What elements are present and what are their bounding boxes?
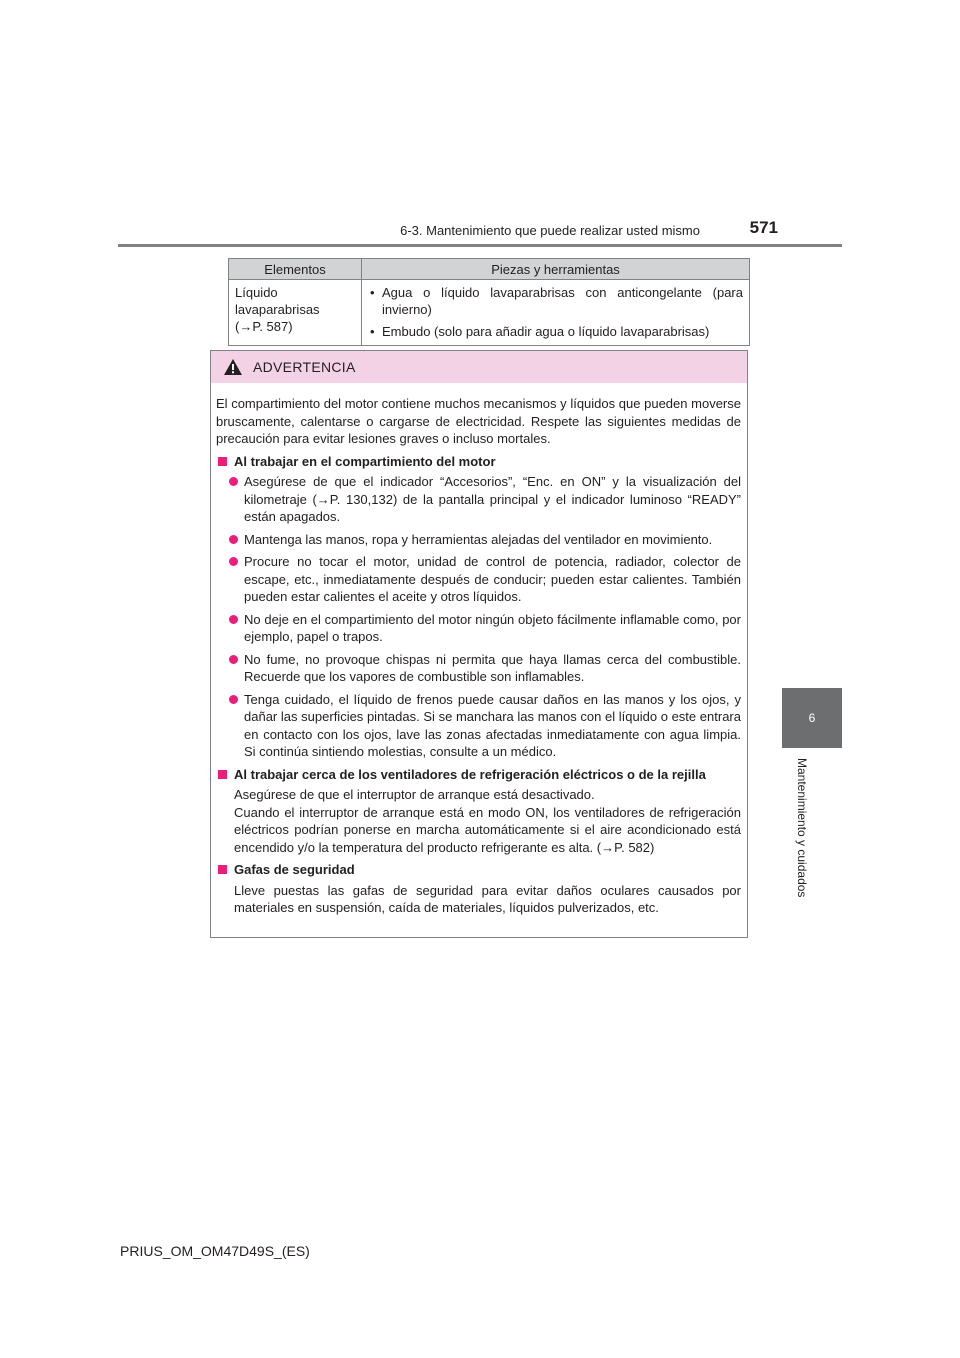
table-row	[229, 280, 750, 346]
bullet-text: No fume, no provoque chispas ni permita que haya llamas cerca del combustible. Recuerde que los vapores de combustible son inflamables.	[244, 651, 741, 684]
section-text: Lleve puestas las gafas de seguridad para evitar daños oculares causados por materiales en suspensión, caída de materiales, líquidos pulverizados, etc.	[234, 882, 741, 915]
list-item	[216, 553, 741, 606]
warning-box	[210, 350, 748, 938]
square-bullet-icon	[218, 865, 227, 874]
chapter-number: 6	[808, 711, 816, 725]
bullet-text: No deje en el compartimiento del motor ningún objeto fácilmente inflamable como, por ejemplo, papel o trapos.	[244, 611, 741, 644]
section-heading	[216, 453, 741, 471]
item-line: Líquido	[235, 285, 278, 300]
list-item	[216, 691, 741, 761]
document-code: PRIUS_OM_OM47D49S_(ES)	[120, 1243, 310, 1259]
table-header-items: Elementos	[229, 259, 362, 280]
section-heading-text: Gafas de seguridad	[234, 862, 355, 877]
chapter-tab[interactable]	[782, 688, 842, 748]
circle-bullet-icon	[229, 535, 238, 544]
square-bullet-icon	[218, 457, 227, 466]
warning-header	[211, 351, 747, 383]
bullet-text: Procure no tocar el motor, unidad de control de potencia, radiador, colector de escape, etc., inmediatamente después de conducir; pueden estar calientes. También pueden estar calientes el aceite y otros líquidos.	[244, 554, 741, 604]
list-item	[216, 531, 741, 549]
section-cooling-fans	[216, 766, 741, 857]
circle-bullet-icon	[229, 695, 238, 704]
section-title: 6-3. Mantenimiento que puede realizar usted mismo	[400, 223, 700, 238]
list-item: • Agua o líquido lavaparabrisas con anticongelante (para invierno)	[368, 284, 743, 318]
list-item	[216, 651, 741, 686]
section-heading-text: Al trabajar en el compartimiento del motor	[234, 453, 496, 469]
bullet-text: Mantenga las manos, ropa y herramientas alejadas del ventilador en movimiento.	[244, 531, 713, 547]
header-rule	[118, 244, 842, 247]
warning-title: ADVERTENCIA	[253, 359, 356, 375]
item-line: lavaparabrisas	[235, 302, 320, 317]
section-heading	[216, 861, 741, 879]
warning-triangle-icon	[223, 358, 243, 376]
square-bullet-icon	[218, 770, 227, 779]
bullet-text: Tenga cuidado, el líquido de frenos puede causar daños en las manos y los ojos, y dañar las superficies pintadas. Si se manchara las manos con el líquido o este entrara en contacto con los ojos, lave las zonas afectadas inmediatamente con agua limpia. Si continúa sintiendo molestias, consulte a un médico.	[244, 691, 741, 759]
section-text: Asegúrese de que el interruptor de arranque está desactivado.	[234, 787, 595, 802]
chapter-label: Mantenimiento y cuidados	[795, 758, 809, 898]
item-page-ref: (→P. 587)	[235, 319, 293, 334]
list-item	[216, 473, 741, 526]
section-heading-text: Al trabajar cerca de los ventiladores de refrigeración eléctricos o de la rejilla	[234, 766, 706, 782]
circle-bullet-icon	[229, 615, 238, 624]
circle-bullet-icon	[229, 477, 238, 486]
circle-bullet-icon	[229, 655, 238, 664]
parts-list	[368, 284, 743, 340]
list-item	[216, 611, 741, 646]
table-cell-item	[229, 280, 362, 346]
section-heading	[216, 766, 741, 784]
warning-intro: El compartimiento del motor contiene muchos mecanismos y líquidos que pueden moverse bruscamente, calentarse o cargarse de electricidad. Respete las siguientes medidas de precaución para evitar lesiones graves o incluso mortales.	[216, 396, 741, 446]
table-cell-parts	[362, 280, 750, 346]
table-header-row	[229, 259, 750, 280]
list-item: • Embudo (solo para añadir agua o líquido lavaparabrisas)	[368, 323, 743, 340]
page-number: 571	[749, 218, 778, 237]
section-text: Cuando el interruptor de arranque está en modo ON, los ventiladores de refrigeración eléctricos podrían ponerse en marcha automáticamente si el aire acondicionado está encendido y/o la temperatura del producto refrigerante es alta. (→P. 582)	[234, 804, 741, 855]
items-table	[228, 258, 750, 346]
table-header-parts: Piezas y herramientas	[362, 259, 750, 280]
warning-body	[211, 383, 747, 917]
circle-bullet-icon	[229, 557, 238, 566]
section-safety-glasses	[216, 861, 741, 917]
bullet-text: Asegúrese de que el indicador “Accesorios”, “Enc. en ON” y la visualización del kilometraje (→P. 130,132) de la pantalla principal y el indicador luminoso “READY” están apagados.	[244, 474, 741, 524]
section-engine-compartment	[216, 453, 741, 761]
